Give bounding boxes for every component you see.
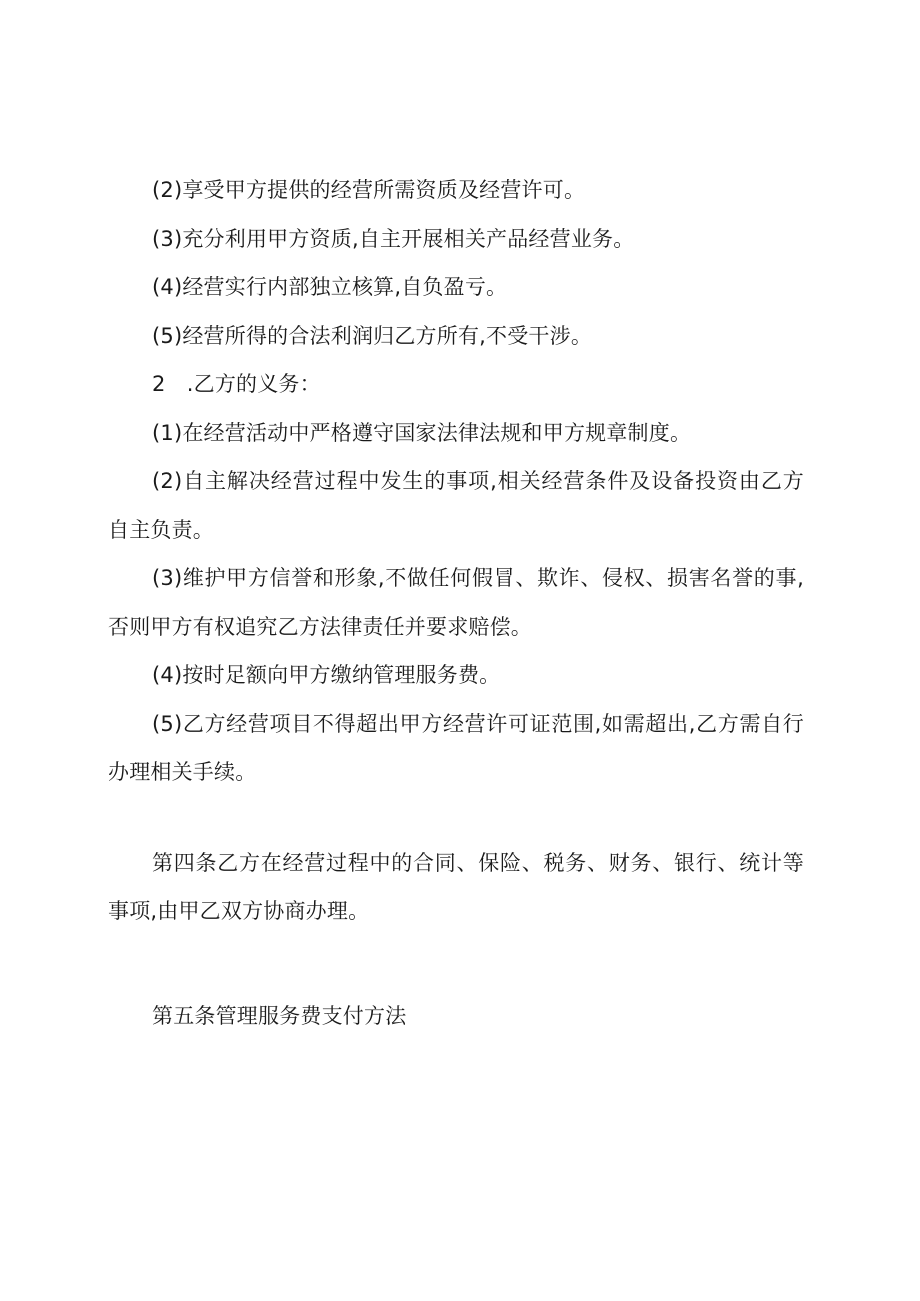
article-five-heading: 第五条管理服务费支付方法 [152, 1003, 407, 1028]
paragraph-obligation-3: (3)维护甲方信誉和形象,不做任何假冒、欺诈、侵权、损害名誉的事,否则甲方有权追究乙方法律责任并要求赔偿。 [108, 566, 804, 639]
paragraph-obligation-5: (5)乙方经营项目不得超出甲方经营许可证范围,如需超出,乙方需自行办理相关手续。 [108, 711, 804, 784]
paragraph-obligation-2: (2)自主解决经营过程中发生的事项,相关经营条件及设备投资由乙方自主负责。 [108, 469, 804, 542]
paragraph-right-3: (3)充分利用甲方资质,自主开展相关产品经营业务。 [152, 226, 635, 251]
paragraph-right-2: (2)享受甲方提供的经营所需资质及经营许可。 [152, 178, 586, 202]
paragraph-right-5: (5)经营所得的合法利润归乙方所有,不受干涉。 [152, 323, 593, 348]
section-heading-obligations: 2 .乙方的义务： [152, 372, 321, 396]
document-body [108, 166, 804, 1040]
paragraph-obligation-1: (1)在经营活动中严格遵守国家法律法规和甲方规章制度。 [152, 420, 692, 445]
article-four: 第四条乙方在经营过程中的合同、保险、税务、财务、银行、统计等事项,由甲乙双方协商办理。 [108, 850, 804, 923]
paragraph-obligation-4: (4)按时足额向甲方缴纳管理服务费。 [152, 663, 501, 687]
paragraph-right-4: (4)经营实行内部独立核算,自负盈亏。 [152, 275, 508, 299]
